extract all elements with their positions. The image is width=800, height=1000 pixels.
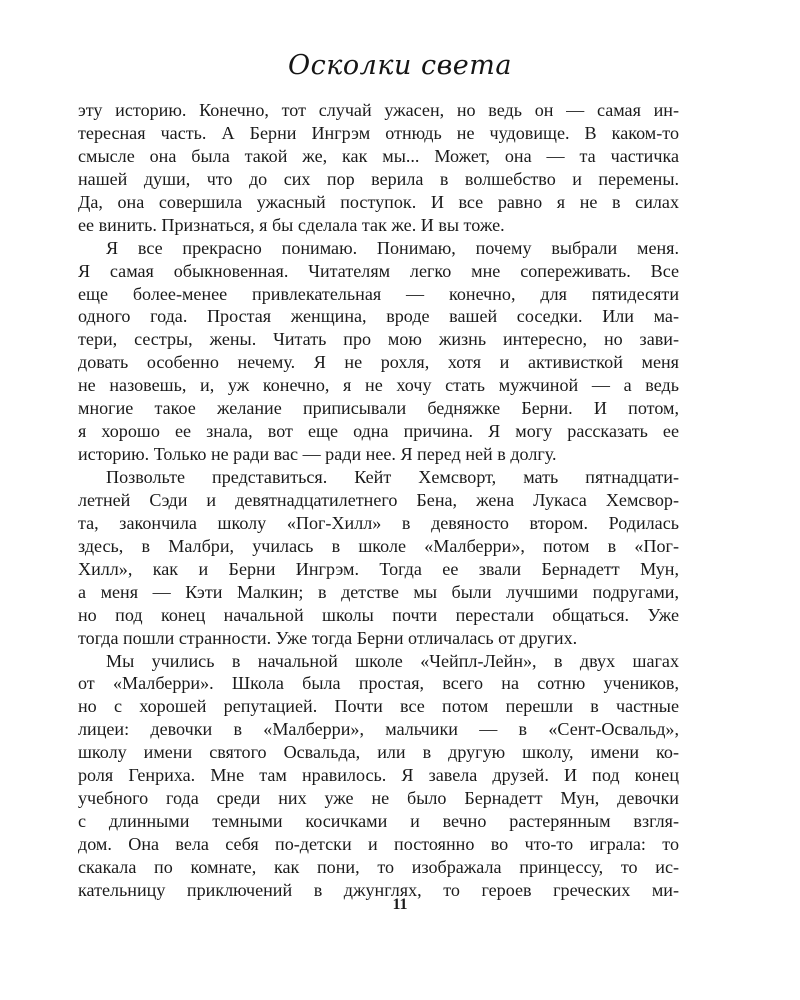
text-line: Я все прекрасно понимаю. Понимаю, почему выбрали меня. <box>106 237 679 258</box>
running-head: Осколки света <box>288 50 512 81</box>
text-line: эту историю. Конечно, тот случай ужасен, но ведь он — самая ин- <box>78 100 679 120</box>
text-line: а меня — Кэти Малкин; в детстве мы были лучшими подругами, <box>78 581 679 602</box>
text-line: но под конец начальной школы почти перестали общаться. Уже <box>78 604 679 625</box>
text-line: Хилл», как и Берни Ингрэм. Тогда ее звали Бернадетт Мун, <box>78 558 679 579</box>
text-line: тересная часть. А Берни Ингрэм отнюдь не чудовище. В каком-то <box>78 122 679 143</box>
text-line: историю. Только не ради вас — ради нее. Я перед ней в долгу. <box>78 444 557 465</box>
text-line: многие такое желание приписывали бедняжке Берни. И потом, <box>78 398 679 419</box>
text-line: смысле она была такой же, как мы... Может, она — та частичка <box>78 145 679 166</box>
text-line: от «Малберри». Школа была простая, всего на сотню учеников, <box>78 673 679 694</box>
text-line: летней Сэди и девятнадцатилетнего Бена, жена Лукаса Хемсвор- <box>78 489 679 510</box>
text-line: роля Генриха. Мне там нравилось. Я завела друзей. И под конец <box>78 765 679 786</box>
text-line: одного года. Простая женщина, вроде вашей соседки. Или ма- <box>78 306 679 327</box>
text-line: еще более-менее привлекательная — конечно, для пятидесяти <box>78 283 679 304</box>
text-line: лицеи: девочки в «Малберри», мальчики — в «Сент-Освальд», <box>78 719 679 740</box>
text-line: с длинными темными косичками и вечно растерянным взгля- <box>78 811 679 832</box>
text-line: но с хорошей репутацией. Почти все потом перешли в частные <box>78 696 679 717</box>
text-line: кательницу приключений в джунглях, то героев греческих ми- <box>78 879 679 900</box>
text-line: нашей души, что до сих пор верила в волшебство и перемены. <box>78 168 679 189</box>
text-line: не назовешь, и, уж конечно, я не хочу стать мужчиной — а ведь <box>78 375 679 396</box>
text-line: я хорошо ее знала, вот еще одна причина. Я могу рассказать ее <box>78 421 679 442</box>
text-line: Позвольте представиться. Кейт Хемсворт, мать пятнадцати- <box>106 467 679 487</box>
text-line: здесь, в Малбри, училась в школе «Малберри», потом в «Пог- <box>78 535 679 556</box>
page-number: 11 <box>392 896 408 913</box>
text-line: учебного года среди них уже не было Бернадетт Мун, девочки <box>78 788 679 809</box>
text-line: тогда пошли странности. Уже тогда Берни отличалась от других. <box>78 627 578 648</box>
text-line: скакала по комнате, как пони, то изображала принцессу, то ис- <box>78 856 679 877</box>
text-line: та, закончила школу «Пог-Хилл» в девяносто втором. Родилась <box>78 512 679 533</box>
text-line: ее винить. Признаться, я бы сделала так же. И вы тоже. <box>78 214 505 235</box>
text-line: Мы учились в начальной школе «Чейпл-Лейн», в двух шагах <box>106 650 679 671</box>
text-line: школу имени святого Освальда, или в другую школу, имени ко- <box>78 742 679 763</box>
text-line: дом. Она вела себя по-детски и постоянно во что-то играла: то <box>78 834 679 854</box>
text-line: Да, она совершила ужасный поступок. И все равно я не в силах <box>78 191 679 212</box>
text-line: довать особенно нечему. Я не рохля, хотя и активисткой меня <box>78 352 679 373</box>
text-line: тери, сестры, жены. Читать про мою жизнь интересно, но зави- <box>78 329 679 350</box>
text-line: Я самая обыкновенная. Читателям легко мне сопереживать. Все <box>78 260 679 281</box>
body-text <box>78 99 679 902</box>
